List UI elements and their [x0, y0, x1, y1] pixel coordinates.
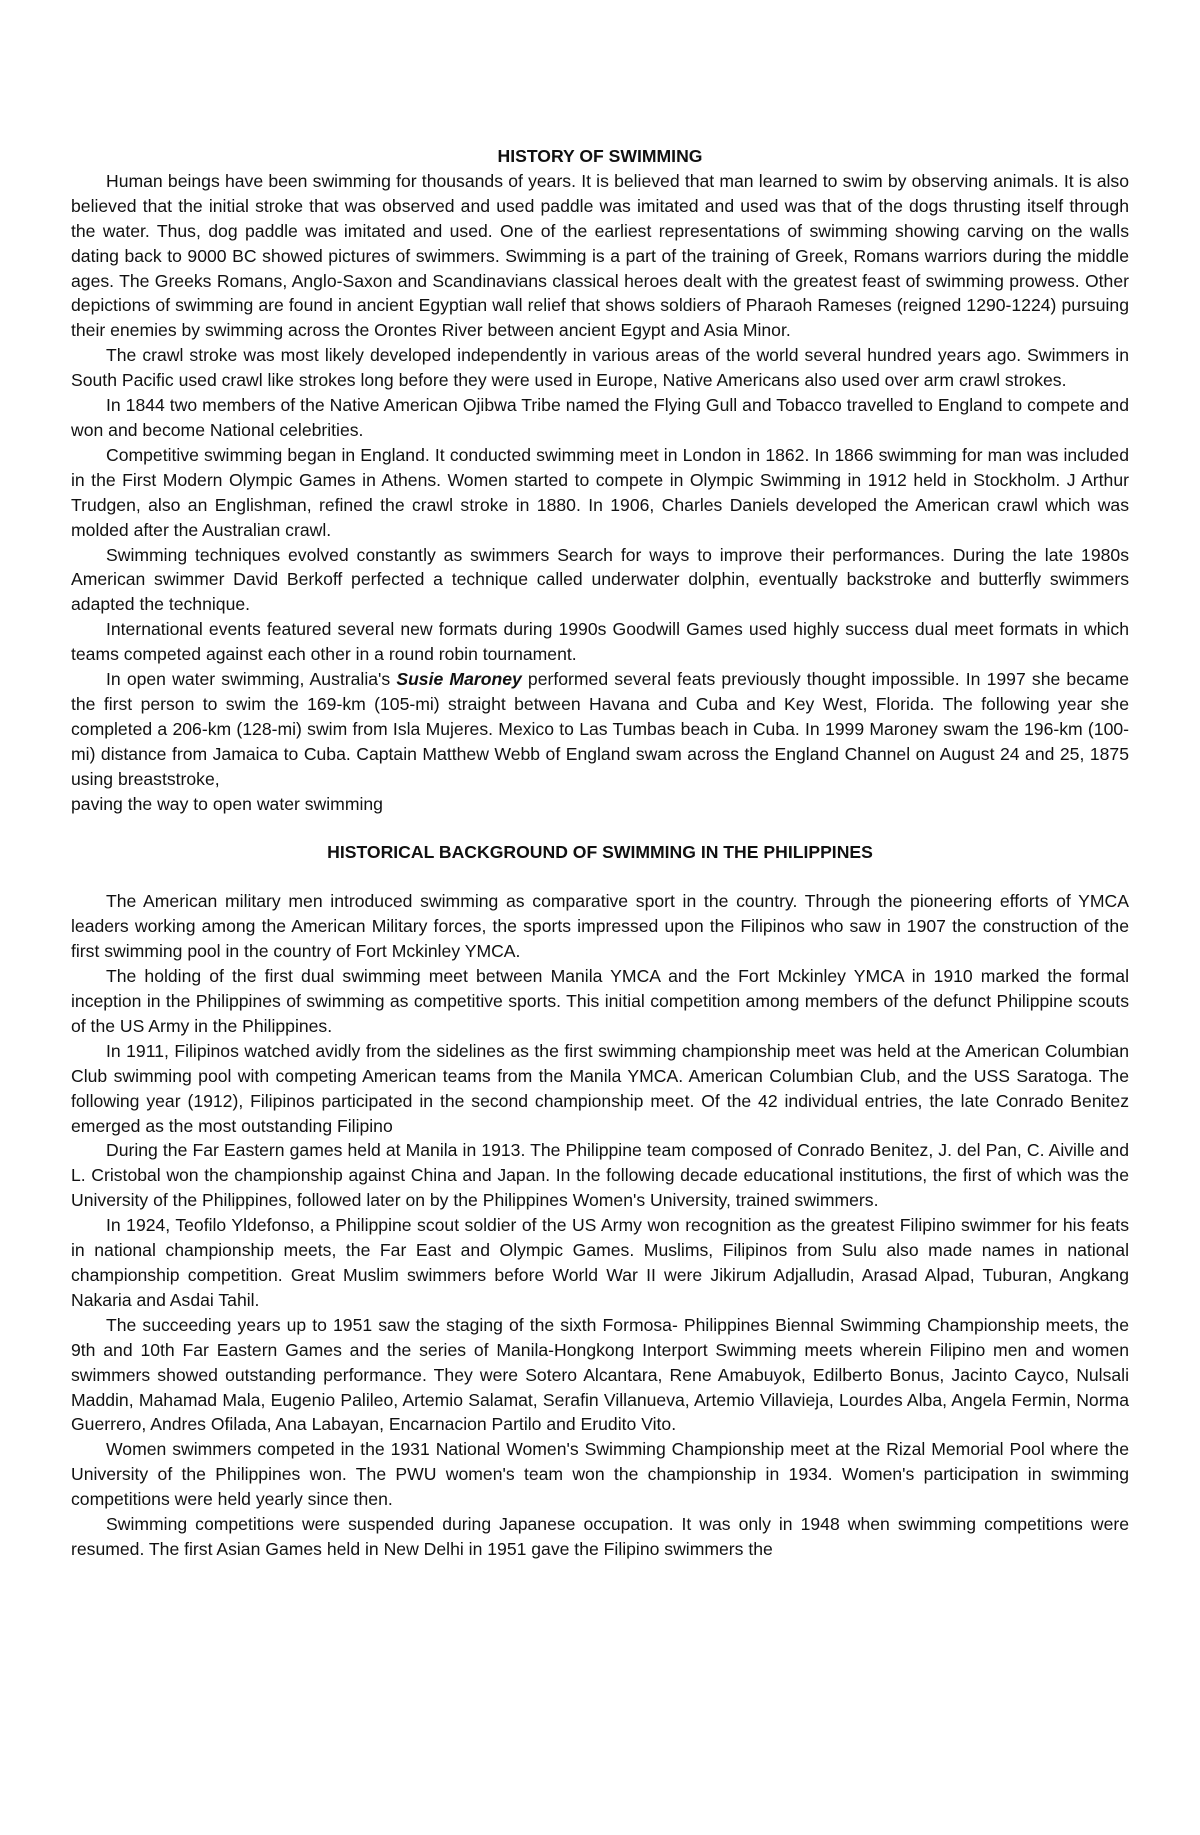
paragraph-1911-championship: In 1911, Filipinos watched avidly from the sidelines as the first swimming championship meet was held at the American Columbian Club swimming pool with competing American teams from the Manila YMCA. American Columbian Club, and the USS Saratoga. The following year (1912), Filipinos participated in the second championship meet. Of the 42 individual entries, the late Conrado Benitez emerged as the most outstanding Filipino [71, 1040, 1129, 1136]
paragraph-open-water [71, 667, 1129, 792]
open-water-body: performed several feats previously thought impossible. In 1997 she became the first person to swim the 169-km (105-mi) straight between Havana and Cuba and Key West, Florida. The following year she completed a 206-km (128-mi) swim from Isla Mujeres. Mexico to Las Tumbas beach in Cuba. In 1999 Maroney swam the 196-km (100-mi) distance from Jamaica to Cuba. Captain Matthew Webb of England swam across the England Channel on August 24 and 25, 1875 using breaststroke, [71, 669, 1130, 789]
section-title-history: HISTORY OF SWIMMING [497, 146, 703, 166]
paragraph-international: International events featured several new formats during 1990s Goodwill Games used highly success dual meet formats in which teams competed against each other in a round robin tournament. [71, 619, 1129, 665]
paragraph-yldefonso: In 1924, Teofilo Yldefonso, a Philippine scout soldier of the US Army won recognition as the greatest Filipino swimmer for his feats in national championship meets, the Far East and Olympic Games. Muslims, Filipinos from Sulu also made names in national championship competition. Great Muslim swimmers before World War II were Jikirum Adjalludin, Arasad Alpad, Tuburan, Angkang Nakaria and Asdai Tahil. [71, 1215, 1129, 1310]
paragraph-women-swimmers: Women swimmers competed in the 1931 National Women's Swimming Championship meet at the Rizal Memorial Pool where the University of the Philippines won. The PWU women's team won the championship in 1934. Women's participation in swimming competitions were held yearly since then. [71, 1439, 1129, 1510]
open-water-intro: In open water swimming, Australia's [106, 669, 397, 690]
paragraph-introduction: The American military men introduced swimming as comparative sport in the country. Through the pioneering efforts of YMCA leaders working among the American Military forces, the sports impressed upon the Filipinos who saw in 1907 the construction of the first swimming pool in the country of Fort Mckinley YMCA. [71, 891, 1129, 962]
paragraph-crawl-stroke: The crawl stroke was most likely developed independently in various areas of the world several hundred years ago. Swimmers in South Pacific used crawl like strokes long before they were used in Europe, Native Americans also used over arm crawl strokes. [71, 345, 1129, 391]
swimmer-name-emphasis: Susie Maroney [396, 669, 522, 690]
paragraph-open-water-end: paving the way to open water swimming [71, 793, 383, 814]
paragraph-far-eastern-games: During the Far Eastern games held at Manila in 1913. The Philippine team composed of Conrado Benitez, J. del Pan, C. Aiville and L. Cristobal won the championship against China and Japan. In the following decade educational institutions, the first of which was the University of the Philippines, followed later on by the Philippines Women's University, trained swimmers. [71, 1140, 1129, 1211]
paragraph-occupation: Swimming competitions were suspended during Japanese occupation. It was only in 1948 when swimming competitions were resumed. The first Asian Games held in New Delhi in 1951 gave the Filipino swimmers the [71, 1514, 1129, 1559]
paragraph-first-dual-meet: The holding of the first dual swimming meet between Manila YMCA and the Fort Mckinley YMCA in 1910 marked the formal inception in the Philippines of swimming as competitive sports. This initial competition among members of the defunct Philippine scouts of the US Army in the Philippines. [71, 966, 1129, 1036]
paragraph-ojibwa: In 1844 two members of the Native American Ojibwa Tribe named the Flying Gull and Tobacco travelled to England to compete and won and become National celebrities. [71, 395, 1129, 440]
paragraph-succeeding-years: The succeeding years up to 1951 saw the staging of the sixth Formosa- Philippines Biennal Swimming Championship meets, the 9th and 10th Far Eastern Games and the series of Manila-Hongkong Interport Swimming meets wherein Filipino men and women swimmers showed outstanding performance. They were Sotero Alcantara, Rene Amabuyok, Edilberto Bonus, Jacinto Cayco, Nulsali Maddin, Mahamad Mala, Eugenio Palileo, Artemio Salamat, Serafin Villanueva, Artemio Villavieja, Lourdes Alba, Angela Fermin, Norma Guerrero, Andres Ofilada, Ana Labayan, Encarnacion Partilo and Erudito Vito. [71, 1314, 1129, 1435]
paragraph-origins: Human beings have been swimming for thousands of years. It is believed that man learned to swim by observing animals. It is also believed that the initial stroke that was observed and used paddle was imitated and used was that of the dogs thrusting itself through the water. Thus, dog paddle was imitated and used. One of the earliest representations of swimming showing carving on the walls dating back to 9000 BC showed pictures of swimmers. Swimming is a part of the training of Greek, Romans warriors during the middle ages. The Greeks Romans, Anglo-Saxon and Scandinavians classical heroes dealt with the greatest feast of swimming prowess. Other depictions of swimming are found in ancient Egyptian wall relief that shows soldiers of Pharaoh Rameses (reigned 1290-1224) pursuing their enemies by swimming across the Orontes River between ancient Egypt and Asia Minor. [71, 170, 1129, 341]
paragraph-techniques: Swimming techniques evolved constantly as swimmers Search for ways to improve their performances. During the late 1980s American swimmer David Berkoff perfected a technique called underwater dolphin, eventually backstroke and butterfly swimmers adapted the technique. [71, 544, 1129, 615]
paragraph-competitive: Competitive swimming began in England. It conducted swimming meet in London in 1862. In 1866 swimming for man was included in the First Modern Olympic Games in Athens. Women started to compete in Olympic Swimming in 1912 held in Stockholm. J Arthur Trudgen, also an Englishman, refined the crawl stroke in 1880. In 1906, Charles Daniels developed the American crawl which was molded after the Australian crawl. [71, 444, 1129, 540]
document-page [71, 144, 1129, 1562]
section-title-philippines: HISTORICAL BACKGROUND OF SWIMMING IN THE PHILIPPINES [327, 842, 873, 863]
